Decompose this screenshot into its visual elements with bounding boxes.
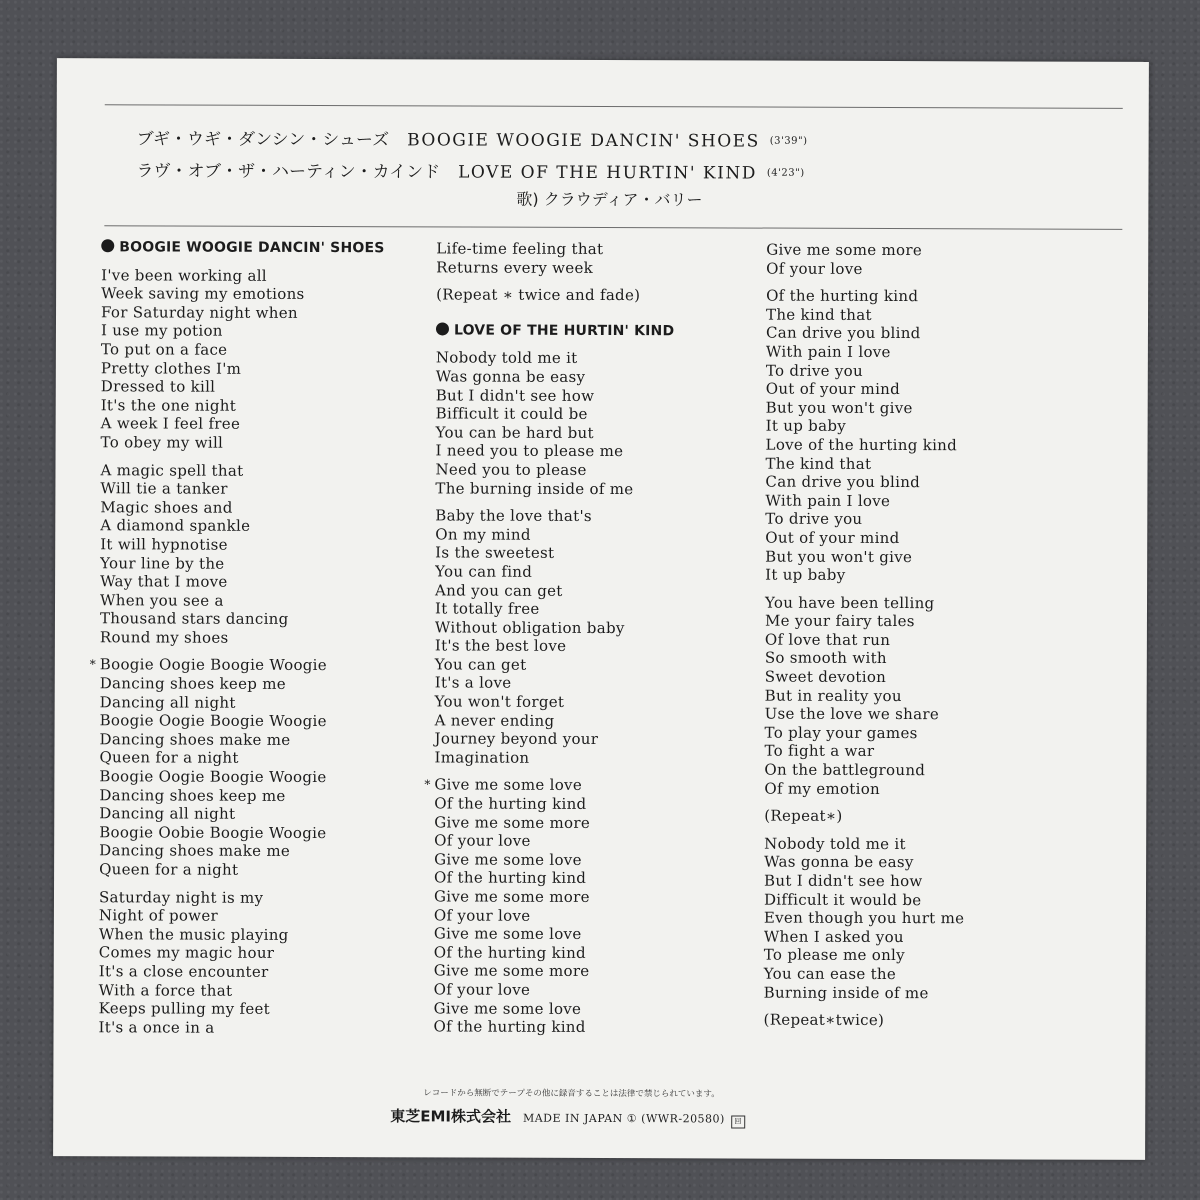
lyric-line <box>436 423 756 443</box>
lyric-stanza <box>424 775 755 1037</box>
lyric-line-text: For Saturday night when <box>101 303 298 322</box>
lyric-line-text: A diamond spankle <box>100 516 251 536</box>
lyric-line <box>100 479 420 499</box>
lyric-line <box>766 380 1106 400</box>
lyric-line-text: Queen for a night <box>99 748 239 768</box>
lyric-line <box>101 396 421 416</box>
lyric-line <box>434 999 754 1019</box>
lyric-line <box>764 807 1104 827</box>
lyric-line <box>99 786 419 806</box>
repeat-marker: * <box>424 777 431 792</box>
lyric-line <box>765 686 1105 706</box>
lyric-line <box>434 943 754 963</box>
lyric-line-text: Of your love <box>433 906 531 925</box>
lyric-line <box>766 305 1106 325</box>
lyric-line-text: A never ending <box>434 711 555 730</box>
lyric-line-text: But I didn't see how <box>435 385 595 405</box>
lyric-line-text: You can be hard but <box>435 423 594 442</box>
lyric-line <box>436 386 756 406</box>
lyric-line-text: To play your games <box>764 723 918 742</box>
lyric-line <box>765 630 1105 650</box>
lyric-line <box>101 266 421 286</box>
lyric-line-text: Of the hurting kind <box>766 286 919 306</box>
lyric-line <box>434 850 754 870</box>
lyric-line <box>424 775 754 796</box>
lyric-line-text: It's the best love <box>434 636 567 656</box>
lyric-line-text: Give me some love <box>433 924 582 944</box>
lyric-line-text: I use my potion <box>100 321 223 341</box>
lyric-line-text: Give me some more <box>766 240 923 260</box>
lyric-stanza <box>764 1011 1104 1031</box>
lyric-line <box>436 239 756 259</box>
lyric-line-text: Without obligation baby <box>434 618 625 637</box>
lyric-line-text: Dancing shoes make me <box>99 730 291 749</box>
lyric-line-text: Love of the hurting kind <box>765 435 958 455</box>
lyric-line-text: It's the one night <box>100 396 237 415</box>
lyric-line-text: With pain I love <box>765 491 891 510</box>
lyric-line-text: Thousand stars dancing <box>99 609 289 629</box>
lyric-line-text: Out of your mind <box>765 379 901 399</box>
lyric-line-text: But you won't give <box>765 398 913 417</box>
lyric-line-text: Of love that run <box>764 630 891 649</box>
song-title-2 <box>136 156 804 183</box>
lyric-line-text: Of the hurting kind <box>433 1017 586 1037</box>
song-heading-2-text: LOVE OF THE HURTIN' KIND <box>453 322 675 340</box>
lyric-line <box>764 834 1104 854</box>
lyric-line-text: Your line by the <box>100 553 225 573</box>
lyric-line-text: Boogie Oogie Boogie Woogie <box>99 767 327 787</box>
lyric-stanza <box>89 655 420 880</box>
lyric-line-text: When you see a <box>99 590 224 610</box>
col2-stanzas-a <box>436 239 756 305</box>
lyric-line <box>435 692 755 712</box>
lyric-line-text: The burning inside of me <box>435 478 634 498</box>
lyric-line-text: Nobody told me it <box>764 834 906 853</box>
lyric-stanza <box>100 461 421 648</box>
lyric-line-text: Dancing all night <box>99 804 236 823</box>
lyric-line <box>766 361 1106 381</box>
lyric-line-text: Of the hurting kind <box>434 868 587 888</box>
lyric-line <box>435 525 755 545</box>
lyric-line-text: On the battleground <box>764 760 926 780</box>
lyric-line-text: Keeps pulling my feet <box>98 999 271 1019</box>
lyric-line-text: Give me some more <box>433 887 590 906</box>
lyric-line-text: Dancing shoes keep me <box>99 674 286 693</box>
lyric-line-text: To drive you <box>765 361 863 380</box>
lyric-line <box>435 674 755 694</box>
lyric-line-text: It up baby <box>765 416 847 436</box>
catalog-info: MADE IN JAPAN ① (WWR-20580) <box>522 1111 725 1126</box>
lyric-line <box>766 398 1106 418</box>
lyric-line <box>764 1011 1104 1031</box>
lyrics-column-1 <box>89 238 422 1037</box>
lyric-line-text: Was gonna be easy <box>764 852 914 872</box>
lyric-line-text: Can drive you blind <box>765 472 921 492</box>
lyric-line <box>764 965 1104 985</box>
lyric-line-text: The kind that <box>765 305 872 324</box>
lyric-line <box>99 944 419 964</box>
lyric-line <box>765 454 1105 474</box>
lyric-line <box>434 869 754 889</box>
lyric-line <box>765 705 1105 725</box>
lyrics-column-2 <box>424 239 757 1037</box>
lyric-line <box>434 832 754 852</box>
lyric-line-text: When the music playing <box>98 925 289 944</box>
lyric-stanza <box>764 593 1105 799</box>
lyric-line <box>435 600 755 620</box>
lyric-line <box>435 479 755 499</box>
lyric-line-text: Imagination <box>434 748 530 767</box>
lyric-line <box>100 610 420 630</box>
lyric-line <box>101 303 421 323</box>
lyric-line <box>765 668 1105 688</box>
lyric-stanza <box>436 239 756 277</box>
lyric-line-text: Of the hurting kind <box>434 794 587 813</box>
lyric-line <box>764 983 1104 1003</box>
lyric-line <box>99 823 419 843</box>
lyric-line <box>99 842 419 862</box>
lyric-line-text: Give me some more <box>433 961 590 981</box>
lyric-stanza <box>764 807 1104 827</box>
lyric-line-text: (Repeat∗) <box>764 806 843 826</box>
repeat-marker: * <box>89 657 97 672</box>
lyric-line <box>764 853 1104 873</box>
lyric-line <box>764 927 1104 947</box>
record-company: 東芝EMI株式会社 <box>390 1107 512 1126</box>
lyric-line-text: You can get <box>434 655 527 674</box>
lyric-stanza <box>434 507 755 768</box>
lyric-line-text: Was gonna be easy <box>435 367 586 386</box>
lyric-line-text: Sweet devotion <box>764 667 887 687</box>
lyric-line-text: Boogie Oobie Boogie Woogie <box>99 823 327 842</box>
lyric-line <box>434 925 754 945</box>
lyric-line <box>436 286 756 306</box>
song-title-1 <box>137 124 808 151</box>
lyric-line <box>101 433 421 453</box>
lyric-line <box>100 712 420 732</box>
lyric-line-text: Of the hurting kind <box>433 943 586 962</box>
song-title-2-jp: ラヴ・オブ・ザ・ハーティン・カインド <box>136 161 441 183</box>
lyric-line-text: You can find <box>435 562 533 581</box>
lyric-line-text: Boogie Oogie Boogie Woogie <box>99 711 327 731</box>
stamp-mark: 回 <box>731 1115 745 1128</box>
song-heading-1 <box>101 238 421 258</box>
lyric-line-text: It's a close encounter <box>98 962 269 981</box>
lyric-line <box>100 572 420 592</box>
lyric-line <box>435 544 755 564</box>
lyric-line-text: Journey beyond your <box>434 729 599 749</box>
lyric-line-text: Life-time feeling that <box>436 239 604 259</box>
lyric-line <box>434 887 754 907</box>
col2-stanzas-b <box>424 348 756 1037</box>
lyric-line <box>434 794 754 814</box>
lyric-line <box>435 730 755 750</box>
song-title-1-jp: ブギ・ウギ・ダンシン・シューズ <box>136 129 390 151</box>
lyric-line <box>434 980 754 1000</box>
lyric-line <box>435 711 755 731</box>
lyric-line-text: To put on a face <box>100 340 228 359</box>
lyric-line <box>764 872 1104 892</box>
lyric-line-text: It's a once in a <box>98 1017 215 1037</box>
lyric-line <box>766 324 1106 344</box>
lyric-stanza <box>436 286 756 306</box>
lyric-line-text: To please me only <box>763 945 905 965</box>
lyric-line-text: Of my emotion <box>764 779 881 798</box>
lyric-line-text: I need you to please me <box>435 441 624 461</box>
song-heading-2 <box>436 321 756 341</box>
lyric-line <box>435 655 755 675</box>
lyric-line-text: With a force that <box>98 980 233 1000</box>
lyric-line-text: Is the sweetest <box>435 543 555 563</box>
lyric-line <box>765 510 1105 530</box>
lyric-line <box>436 367 756 387</box>
lyric-line <box>435 581 755 601</box>
lyric-line-text: Burning inside of me <box>763 983 929 1002</box>
song-heading-1-text: BOOGIE WOOGIE DANCIN' SHOES <box>119 239 385 257</box>
song-title-2-en: LOVE OF THE HURTIN' KIND <box>458 162 757 184</box>
lyric-line-text: Nobody told me it <box>435 348 578 368</box>
lyric-line-text: Dancing shoes keep me <box>99 785 286 805</box>
lyric-line <box>99 1018 419 1038</box>
lyric-line <box>766 417 1106 437</box>
lyric-line-text: Dancing all night <box>99 692 236 712</box>
top-rule <box>105 104 1123 109</box>
singer-credit: 歌) クラウディア・バリー <box>516 189 703 210</box>
lyric-line-text: On my mind <box>435 525 531 544</box>
lyric-line <box>100 591 420 611</box>
lyric-line-text: Dancing shoes make me <box>99 841 291 861</box>
lyric-line <box>434 1018 754 1038</box>
lyric-line <box>101 377 421 397</box>
lyric-line <box>99 999 419 1019</box>
lyric-line <box>99 767 419 787</box>
lyric-line-text: It totally free <box>434 599 540 618</box>
lyric-line <box>765 612 1105 632</box>
lyric-line-text: Magic shoes and <box>100 497 233 517</box>
lyric-line <box>101 284 421 304</box>
lyric-line-text: Comes my magic hour <box>98 943 275 963</box>
lyric-line-text: You won't forget <box>434 692 565 711</box>
lyric-line <box>99 981 419 1001</box>
lyric-line <box>764 742 1104 762</box>
lyric-line-text: (Repeat ∗ twice and fade) <box>436 285 641 305</box>
lyric-line-text: The kind that <box>765 454 872 473</box>
lyric-line <box>435 507 755 527</box>
lyric-line <box>99 925 419 945</box>
lyric-line <box>101 340 421 360</box>
lyric-line <box>435 618 755 638</box>
lyric-line <box>89 655 420 676</box>
lyric-line-text: Out of your mind <box>765 528 900 547</box>
lyric-line-text: Give me some love <box>433 998 582 1018</box>
lyric-line-text: With pain I love <box>765 342 891 361</box>
lyric-line <box>766 259 1106 279</box>
lyric-line-text: Use the love we share <box>764 704 940 724</box>
lyric-line-text: Give me some love <box>434 850 582 869</box>
lyric-line <box>434 906 754 926</box>
lyric-line <box>435 637 755 657</box>
lyric-line <box>99 906 419 926</box>
lyric-line-text: Can drive you blind <box>765 323 921 343</box>
lyric-line-text: But you won't give <box>765 547 913 566</box>
lyric-line <box>436 258 756 278</box>
song-title-2-duration: (4'23") <box>766 167 805 179</box>
lyric-line-text: A magic spell that <box>100 460 244 480</box>
lyric-stanza <box>435 349 756 499</box>
lyric-line-text: Saturday night is my <box>98 887 264 907</box>
lyric-line <box>99 962 419 982</box>
lyric-line <box>765 566 1105 586</box>
lyric-line-text: Way that I move <box>100 572 228 591</box>
lyric-line <box>99 888 419 908</box>
lyric-line <box>765 723 1105 743</box>
lyric-line <box>766 241 1106 261</box>
lyric-line <box>101 322 421 342</box>
lyric-line-text: Me your fairy tales <box>764 611 915 631</box>
lyric-line-text: But in reality you <box>764 686 902 705</box>
lyric-line-text: Of your love <box>434 831 531 850</box>
label-footer <box>390 1105 745 1128</box>
lyric-line-text: Give me some love <box>434 775 583 795</box>
lyric-line <box>764 890 1104 910</box>
lyric-line <box>100 554 420 574</box>
lyric-line-text: But I didn't see how <box>764 871 923 891</box>
lyric-stanza <box>764 834 1105 1003</box>
col3-stanzas <box>764 241 1107 1031</box>
lyric-line-text: Week saving my emotions <box>101 284 305 304</box>
lyric-line-text: Give me some more <box>434 813 591 832</box>
bullet-icon <box>101 239 114 252</box>
lyric-line <box>436 349 756 369</box>
lyric-line <box>764 946 1104 966</box>
lyric-stanza <box>765 287 1106 586</box>
header-rule <box>104 225 1122 230</box>
lyric-line <box>435 562 755 582</box>
lyric-line <box>434 962 754 982</box>
lyric-line-text: I've been working all <box>101 265 267 285</box>
lyric-line-text: So smooth with <box>764 649 887 668</box>
bullet-icon <box>436 322 449 335</box>
lyric-line <box>434 813 754 833</box>
song-title-1-en: BOOGIE WOOGIE DANCIN' SHOES <box>407 130 760 152</box>
lyric-line <box>764 779 1104 799</box>
lyric-line <box>100 461 420 481</box>
lyric-line <box>100 674 420 694</box>
lyric-line <box>101 359 421 379</box>
lyric-line-text: Bifficult it could be <box>435 404 588 424</box>
lyric-line <box>765 473 1105 493</box>
lyric-line <box>765 593 1105 613</box>
lyric-line-text: To fight a war <box>764 742 875 761</box>
lyric-line <box>100 517 420 537</box>
lyric-line <box>100 730 420 750</box>
lyric-line <box>765 547 1105 567</box>
lyric-line-text: And you can get <box>435 580 563 600</box>
lyric-line-text: Queen for a night <box>99 860 239 879</box>
lyric-line-text: Returns every week <box>436 258 594 277</box>
lyric-line-text: When I asked you <box>763 927 904 946</box>
lyric-line-text: (Repeat∗twice) <box>763 1010 885 1030</box>
lyric-line <box>99 804 419 824</box>
lyric-line <box>766 436 1106 456</box>
lyric-line-text: Even though you hurt me <box>763 908 965 928</box>
lyric-line-text: You can ease the <box>763 964 897 984</box>
lyric-line-text: Dressed to kill <box>100 377 216 396</box>
lyric-line <box>765 528 1105 548</box>
lyric-line <box>436 405 756 425</box>
lyric-line-text: Night of power <box>98 906 219 925</box>
lyric-line-text: It will hypnotise <box>100 535 228 554</box>
col1-stanzas <box>89 265 422 1038</box>
lyric-line <box>101 415 421 435</box>
lyric-line <box>764 761 1104 781</box>
lyric-line <box>434 748 754 768</box>
lyric-stanza <box>99 888 420 1038</box>
song-title-1-duration: (3'39") <box>769 135 808 147</box>
lyric-line <box>766 287 1106 307</box>
lyric-line-text: Of your love <box>766 259 863 278</box>
lyric-line <box>765 491 1105 511</box>
lyric-line-text: To drive you <box>765 509 863 529</box>
lyric-line-text: Pretty clothes I'm <box>100 358 242 378</box>
lyric-line-text: You have been telling <box>764 593 935 612</box>
lyric-line-text: Baby the love that's <box>435 506 592 526</box>
lyric-line-text: A week I feel free <box>100 414 241 434</box>
lyric-line <box>436 442 756 462</box>
lyric-line-text: Will tie a tanker <box>100 479 228 498</box>
lyric-line <box>99 749 419 769</box>
lyric-line-text: Difficult it would be <box>763 890 922 909</box>
lyric-line <box>435 460 755 480</box>
lyric-stanza <box>101 266 422 453</box>
lyric-line <box>766 343 1106 363</box>
lyric-line-text: It's a love <box>434 673 512 693</box>
lyric-line <box>100 628 420 648</box>
lyric-line-text: Need you to please <box>435 460 587 479</box>
lyric-line-text: Of your love <box>433 980 531 999</box>
lyrics-column-3 <box>764 241 1107 1031</box>
lyric-line-text: To obey my will <box>100 433 224 452</box>
lyric-line-text: It up baby <box>765 565 846 584</box>
lyric-line-text: Boogie Oogie Boogie Woogie <box>99 655 328 675</box>
lyric-line <box>100 693 420 713</box>
lyric-line <box>765 649 1105 669</box>
copyright-notice: レコードから無断でテープその他に録音することは法律で禁じられています。 <box>423 1088 720 1100</box>
lyric-line <box>100 498 420 518</box>
lyric-line <box>100 535 420 555</box>
lyric-line-text: Round my shoes <box>99 628 229 647</box>
lyric-line <box>764 909 1104 929</box>
lyric-stanza <box>766 241 1106 279</box>
lyric-line <box>99 860 419 880</box>
lyric-sheet <box>53 58 1149 1160</box>
